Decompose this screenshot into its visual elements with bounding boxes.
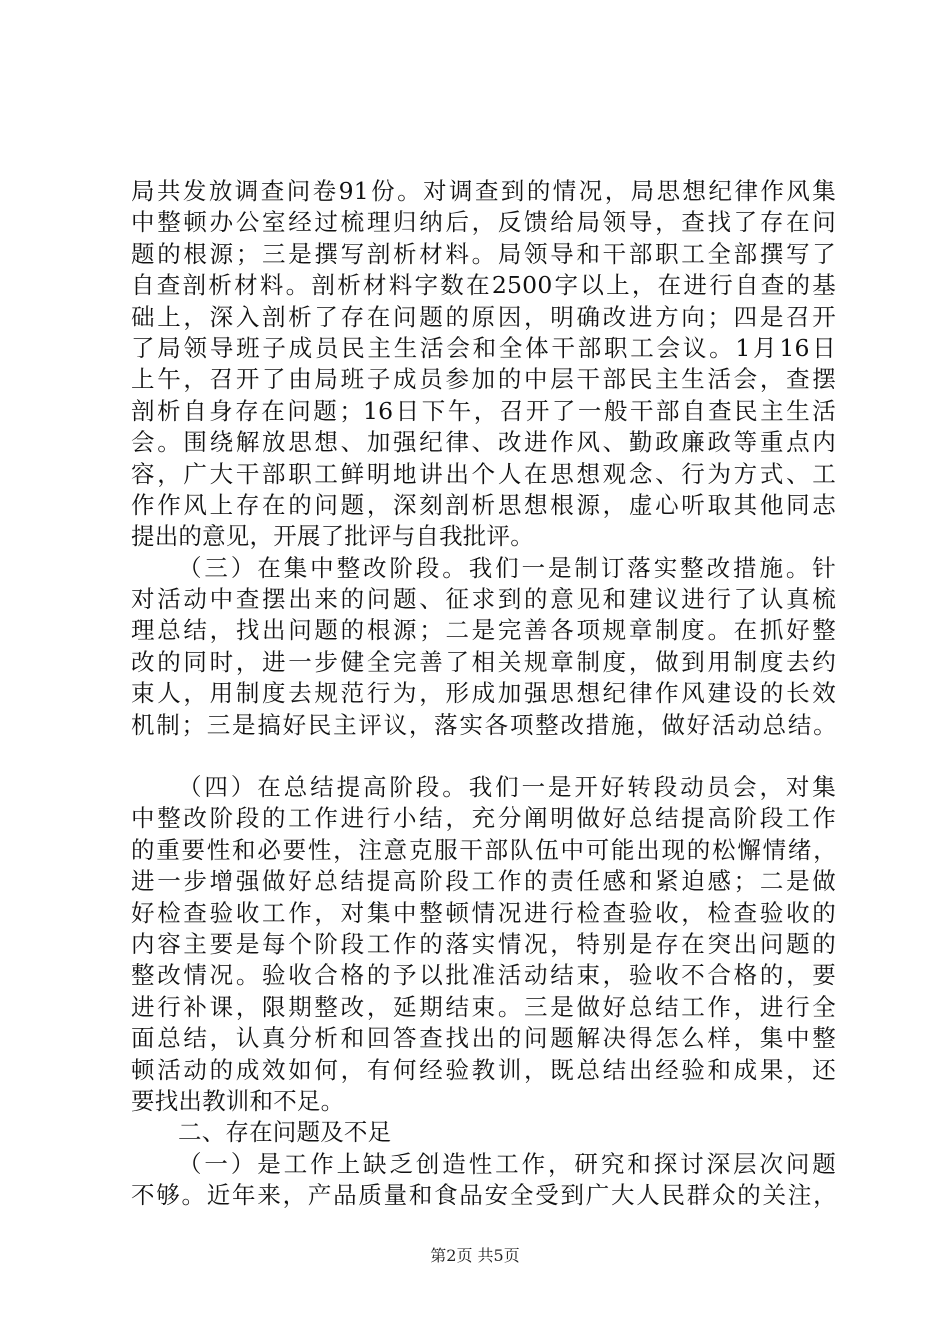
text-line: 局共发放调查问卷91份。对调查到的情况，局思想纪律作风集 — [131, 177, 836, 205]
text-line: 会。围绕解放思想、加强纪律、改进作风、勤政廉政等重点内 — [131, 428, 836, 457]
text-line: 自查剖析材料。剖析材料字数在2500字以上，在进行自查的基 — [131, 271, 836, 300]
text-line: 改的同时，进一步健全完善了相关规章制度，做到用制度去约 — [131, 647, 836, 676]
text-line: 进一步增强做好总结提高阶段工作的责任感和紧迫感；二是做 — [131, 867, 836, 896]
text-line: 进行补课，限期整改，延期结束。三是做好总结工作，进行全 — [131, 992, 836, 1021]
page-number-footer: 第2页 共5页 — [430, 1246, 520, 1265]
text-line: 对活动中查摆出来的问题、征求到的意见和建议进行了认真梳 — [131, 585, 836, 614]
text-line: 题的根源；三是撰写剖析材料。局领导和干部职工全部撰写了 — [131, 239, 836, 268]
text-line: 束人，用制度去规范行为，形成加强思想纪律作风建设的长效 — [131, 679, 836, 708]
text-line: 理总结，找出问题的根源；二是完善各项规章制度。在抓好整 — [131, 616, 836, 645]
text-line: 上午，召开了由局班子成员参加的中层干部民主生活会，查摆 — [131, 365, 836, 394]
text-line: 的重要性和必要性，注意克服干部队伍中可能出现的松懈情绪， — [131, 835, 836, 864]
text-line: 要找出教训和不足。 — [131, 1086, 345, 1115]
text-line: 面总结，认真分析和回答查找出的问题解决得怎么样，集中整 — [131, 1024, 836, 1053]
section-heading: 二、存在问题及不足 — [178, 1118, 392, 1147]
text-line: 剖析自身存在问题；16日下午，召开了一般干部自查民主生活 — [131, 396, 836, 425]
text-line: 中整改阶段的工作进行小结，充分阐明做好总结提高阶段工作 — [131, 804, 836, 833]
text-line: 整改情况。验收合格的予以批准活动结束，验收不合格的，要 — [131, 961, 836, 990]
paragraph-start-line: （一）是工作上缺乏创造性工作，研究和探讨深层次问题 — [178, 1149, 836, 1178]
text-line: 提出的意见，开展了批评与自我批评。 — [131, 522, 534, 551]
text-line: 作作风上存在的问题，深刻剖析思想根源，虚心听取其他同志 — [131, 490, 836, 519]
text-line: 顿活动的成效如何，有何经验教训，既总结出经验和成果，还 — [131, 1055, 836, 1084]
text-line: 容，广大干部职工鲜明地讲出个人在思想观念、行为方式、工 — [131, 459, 836, 488]
text-line: 不够。近年来，产品质量和食品安全受到广大人民群众的关注， — [131, 1181, 836, 1210]
paragraph-start-line: （三）在集中整改阶段。我们一是制订落实整改措施。针 — [178, 553, 836, 582]
text-line: 内容主要是每个阶段工作的落实情况，特别是存在突出问题的 — [131, 929, 836, 958]
paragraph-gap — [131, 741, 836, 772]
body-text — [131, 176, 836, 1212]
text-line: 好检查验收工作，对集中整顿情况进行检查验收，检查验收的 — [131, 898, 836, 927]
text-line: 了局领导班子成员民主生活会和全体干部职工会议。1月16日 — [131, 333, 836, 362]
text-line: 机制；三是搞好民主评议，落实各项整改措施，做好活动总结。 — [131, 710, 836, 739]
text-line: 础上，深入剖析了存在问题的原因，明确改进方向；四是召开 — [131, 302, 836, 331]
paragraph-start-line: （四）在总结提高阶段。我们一是开好转段动员会，对集 — [178, 773, 836, 802]
text-line: 中整顿办公室经过梳理归纳后，反馈给局领导，查找了存在问 — [131, 208, 836, 237]
